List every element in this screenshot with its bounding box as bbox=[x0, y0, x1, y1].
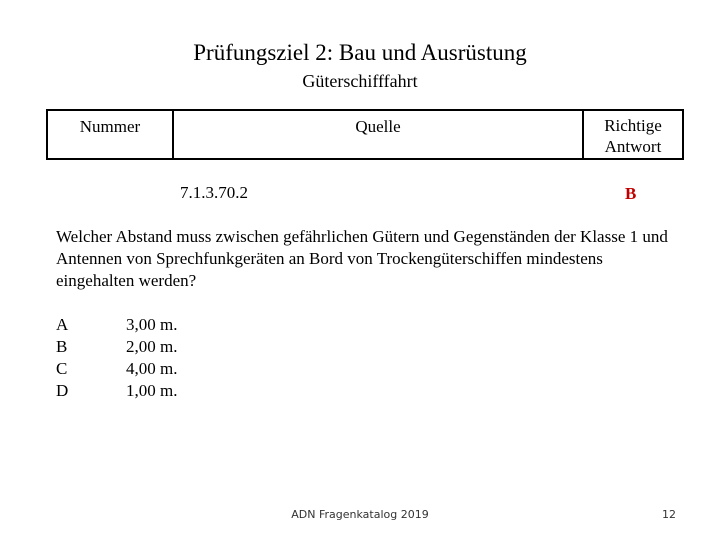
correct-answer: B bbox=[625, 184, 637, 203]
option-letter: B bbox=[56, 337, 68, 356]
question-id: 7.1.3.70.2 bbox=[180, 183, 248, 202]
option-d bbox=[56, 380, 177, 402]
table-divider bbox=[682, 111, 684, 158]
option-letter: A bbox=[56, 315, 69, 334]
header-quelle: Quelle bbox=[355, 117, 401, 136]
option-text: 1,00 m. bbox=[126, 381, 178, 400]
option-letter: C bbox=[56, 359, 68, 378]
question-text: Welcher Abstand muss zwischen gefährlichen Gütern und Gegenständen der Klasse 1 und Antennen von Sprechfunkgeräten an Bord von Trockengüterschiffen mindestens eingehalten werden? bbox=[56, 227, 668, 290]
header-richtige-line2: Antwort bbox=[604, 137, 662, 156]
header-richtige-antwort bbox=[584, 115, 682, 157]
option-text: 2,00 m. bbox=[126, 337, 178, 356]
option-text: 4,00 m. bbox=[126, 359, 178, 378]
header-richtige-line1: Richtige bbox=[604, 116, 662, 135]
slide-subtitle: Güterschifffahrt bbox=[302, 71, 418, 91]
answer-options bbox=[56, 314, 177, 402]
header-nummer: Nummer bbox=[79, 117, 141, 136]
option-a bbox=[56, 314, 177, 336]
option-b bbox=[56, 336, 177, 358]
option-letter: D bbox=[56, 381, 69, 400]
slide-title: Prüfungsziel 2: Bau und Ausrüstung bbox=[193, 40, 527, 65]
page-number: 12 bbox=[662, 508, 676, 521]
footer-source: ADN Fragenkatalog 2019 bbox=[291, 508, 429, 521]
option-c bbox=[56, 358, 177, 380]
header-table bbox=[46, 109, 684, 160]
option-text: 3,00 m. bbox=[126, 315, 178, 334]
